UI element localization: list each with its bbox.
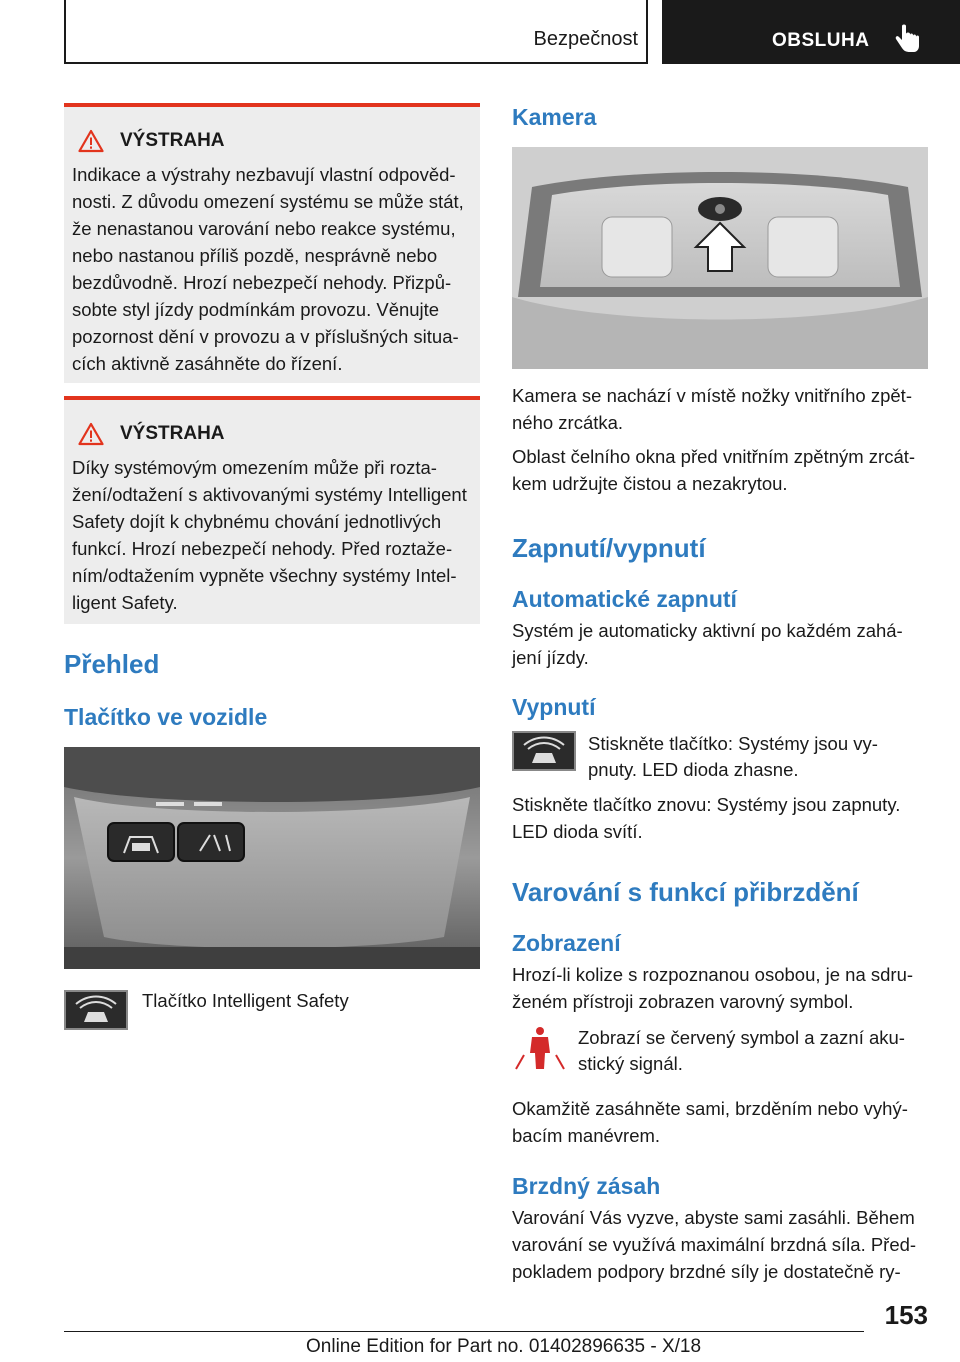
heading-button-in-vehicle: Tlačítko ve vozidle <box>64 704 268 730</box>
warning-title-text-2: VÝSTRAHA <box>120 423 225 444</box>
warning-box-1 <box>64 103 480 383</box>
warning-text-2: Díky systémovým omezením může při rozta‐ žení/odtažení s aktivovanými systémy Intelligent Safety dojít k chybnému chování jednotlivých funkcí. Hrozí nebezpečí nehody. Před roztaže‐ ním/odtažením vypněte všechny systémy Intel‐ ligent Safety. <box>72 457 467 613</box>
windshield-camera-image <box>512 147 928 369</box>
warning-title-2 <box>78 422 472 446</box>
heading-brake-intervention: Brzdný zásah <box>512 1173 661 1199</box>
off-instruction-text: Stiskněte tlačítko: Systémy jsou vy‐ pnuty. LED dioda zhasne. <box>588 733 878 780</box>
react-text: Okamžitě zasáhněte sami, brzděním nebo vyhý‐ bacím manévrem. <box>512 1098 908 1146</box>
left-column <box>64 103 480 1030</box>
button-caption: Tlačítko Intelligent Safety <box>142 990 349 1011</box>
heading-camera: Kamera <box>512 104 597 130</box>
header-chapter-tab <box>662 0 960 64</box>
camera-clean-text: Oblast čelního okna před vnitřním zpětným zrcát‐ kem udržujte čistou a nezakrytou. <box>512 446 916 494</box>
footer-edition: Online Edition for Part no. 01402896635 - X/18 <box>306 1336 702 1357</box>
display-text: Hrozí-li kolize s rozpoznanou osobou, je na sdru‐ ženém přístroji zobrazen varovný symbol. <box>512 964 914 1012</box>
heading-display: Zobrazení <box>512 930 621 956</box>
heading-auto-on: Automatické zapnutí <box>512 586 737 612</box>
vehicle-button-photo <box>64 747 480 969</box>
button-caption-row <box>64 990 480 1030</box>
header-section-title: Bezpečnost <box>533 28 638 50</box>
header-chapter-title: OBSLUHA <box>772 30 870 51</box>
warning-title-1 <box>78 129 472 153</box>
warning-triangle-icon <box>78 422 104 446</box>
pointing-hand-icon <box>894 24 920 54</box>
roof-console-image <box>64 747 480 969</box>
pedestrian-warning-icon <box>512 1025 568 1075</box>
warning-text-1: Indikace a výstrahy nezbavují vlastní odpověd‐ nosti. Z důvodu omezení systému se může stát, že nenastanou varování nebo reakce systému, nebo nastanou příliš pozdě, nesprávně nebo bezdůvodně. Hrozí nebezpečí nehody. Přizpů‐ sobte styl jízdy podmínkám provozu. Věnujte pozornost dění v provozu a v příslušných situa‐ cích aktivně zasáhněte do řízení. <box>72 164 464 374</box>
warning-triangle-icon <box>78 129 104 153</box>
heading-on-off: Zapnutí/vypnutí <box>512 533 706 563</box>
camera-photo <box>512 147 928 369</box>
pedestrian-warning-text: Zobrazí se červený symbol a zazní aku‐ stický signál. <box>578 1027 905 1074</box>
heading-off: Vypnutí <box>512 694 596 720</box>
camera-location-text: Kamera se nachází v místě nožky vnitřního zpět‐ ného zrcátka. <box>512 385 912 433</box>
auto-on-text: Systém je automaticky aktivní po každém zahá‐ jení jízdy. <box>512 620 903 668</box>
brake-intervention-text: Varování Vás vyzve, abyste sami zasáhli. Během varování se využívá maximální brzdná síla. Před‐ pokladem podpory brzdné síly je dostatečně ry‐ <box>512 1207 917 1282</box>
intelligent-safety-button-icon <box>64 990 128 1030</box>
on-again-text: Stiskněte tlačítko znovu: Systémy jsou zapnuty. LED dioda svítí. <box>512 794 901 842</box>
pedestrian-warning-row <box>512 1025 928 1077</box>
heading-overview: Přehled <box>64 649 160 679</box>
heading-braking-warning: Varování s funkcí přibrzdění <box>512 877 859 907</box>
right-column <box>512 100 928 1285</box>
intelligent-safety-button-icon <box>512 731 576 771</box>
footer-divider <box>64 1331 864 1332</box>
page-number: 153 <box>884 1300 928 1330</box>
off-instruction-row <box>512 731 928 783</box>
warning-box-2 <box>64 396 480 624</box>
warning-title-text-1: VÝSTRAHA <box>120 130 225 151</box>
